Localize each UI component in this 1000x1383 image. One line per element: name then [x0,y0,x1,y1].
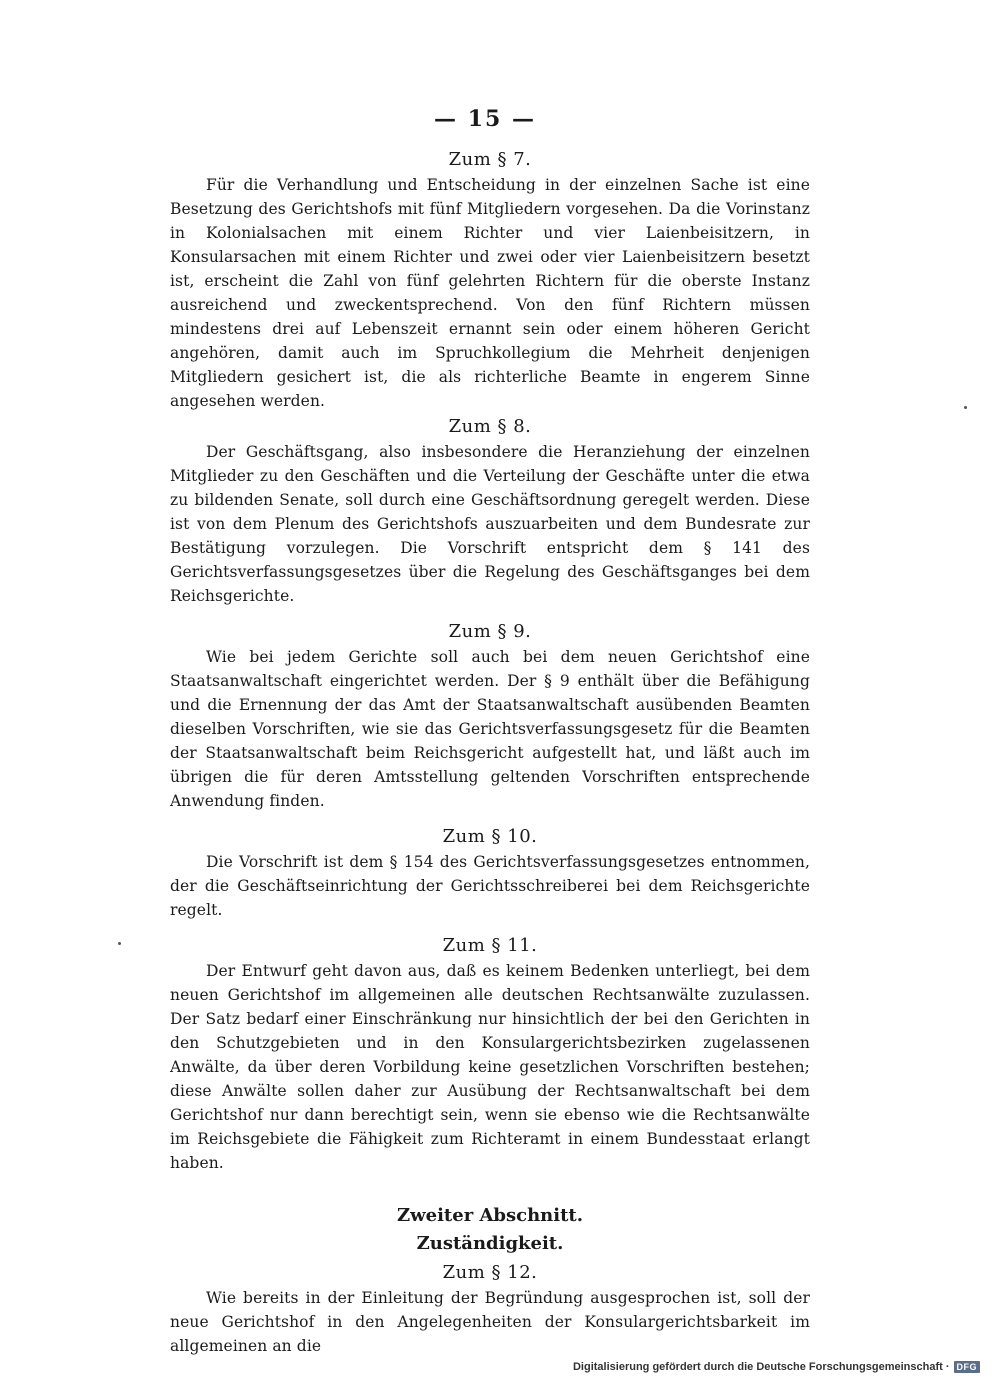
margin-speck [964,406,967,409]
section-paragraph: Für die Verhandlung und Entscheidung in der einzelnen Sache ist eine Besetzung des Gerichtshofs mit fünf Mitgliedern vorgesehen. Da die Vorinstanz in Kolonialsachen mit einem Richter und vier Laienbeisitzern, in Konsularsachen mit einem Richter und zwei oder vier Laienbeisitzern besetzt ist, erscheint die Zahl von fünf gelehrten Richtern für die oberste Instanz ausreichend und zweckentsprechend. Von den fünf Richtern müssen mindestens drei auf Lebenszeit ernannt sein oder einem höheren Gericht angehören, damit auch im Spruchkollegium die Mehrheit denjenigen Mitgliedern gesichert ist, die als richterliche Beamte in engerem Sinne angesehen werden. [170,176,810,410]
section-8 [170,415,810,608]
section-paragraph: Wie bei jedem Gerichte soll auch bei dem neuen Gerichtshof eine Staatsanwaltschaft eingerichtet werden. Der § 9 enthält über die Befähigung und die Ernennung der das Amt der Staatsanwaltschaft ausübenden Beamten dieselben Vorschriften, wie sie das Gerichtsverfassungsgesetz für die Beamten der Staatsanwaltschaft beim Reichsgericht aufgestellt hat, und läßt auch im übrigen die für deren Amtsstellung geltenden Vorschriften entsprechende Anwendung finden. [170,648,810,810]
section-11 [170,934,810,1175]
page-number: — 15 — [434,106,536,132]
digitization-credit [573,1361,980,1373]
section-paragraph: Die Vorschrift ist dem § 154 des Gerichtsverfassungsgesetzes entnommen, der die Geschäftseinrichtung der Gerichtsschreiberei bei dem Reichsgerichte regelt. [170,853,810,919]
division-subtitle: Zuständigkeit. [416,1233,564,1254]
document-body [170,148,810,1358]
section-9 [170,620,810,813]
section-paragraph: Wie bereits in der Einleitung der Begründung ausgesprochen ist, soll der neue Gerichtshof in den Angelegenheiten der Konsulargerichtsbarkeit im allgemeinen an die [170,1289,810,1355]
division-second [170,1203,810,1358]
section-heading: Zum § 9. [448,621,532,642]
section-paragraph: Der Geschäftsgang, also insbesondere die Heranziehung der einzelnen Mitglieder zu den Geschäften und die Verteilung der Geschäfte unter die etwa zu bildenden Senate, soll durch eine Geschäftsordnung geregelt werden. Diese ist von dem Plenum des Gerichtshofs auszuarbeiten und dem Bundesrate zur Bestätigung vorzulegen. Die Vorschrift entspricht dem § 141 des Gerichtsverfassungsgesetzes über die Regelung des Geschäftsganges bei dem Reichsgerichte. [170,443,810,605]
margin-speck [118,942,121,945]
section-heading: Zum § 10. [442,826,538,847]
section-heading: Zum § 8. [448,416,532,437]
section-10 [170,825,810,922]
section-paragraph: Der Entwurf geht davon aus, daß es keinem Bedenken unterliegt, bei dem neuen Gerichtshof im allgemeinen alle deutschen Rechtsanwälte zuzulassen. Der Satz bedarf einer Einschränkung nur hinsichtlich der bei den Gerichten in den Schutzgebieten und in den Konsulargerichtsbezirken zugelassenen Anwälte, da über deren Vorbildung keine gesetzlichen Vorschriften bestehen; diese Anwälte sollen daher zur Ausübung der Rechtsanwaltschaft bei dem Gerichtshof nur dann berechtigt sein, wenn sie ebenso wie die Rechtsanwälte im Reichsgebiete die Fähigkeit zum Richteramt in einem Bundesstaat erlangt haben. [170,962,810,1172]
division-title: Zweiter Abschnitt. [397,1205,583,1226]
section-heading: Zum § 11. [442,935,538,956]
dfg-logo-icon: DFG [954,1361,981,1373]
credit-text: Digitalisierung gefördert durch die Deutsche Forschungsgemeinschaft · [572,1361,950,1373]
section-heading: Zum § 7. [448,149,532,170]
section-heading: Zum § 12. [442,1262,538,1283]
section-7 [170,148,810,413]
